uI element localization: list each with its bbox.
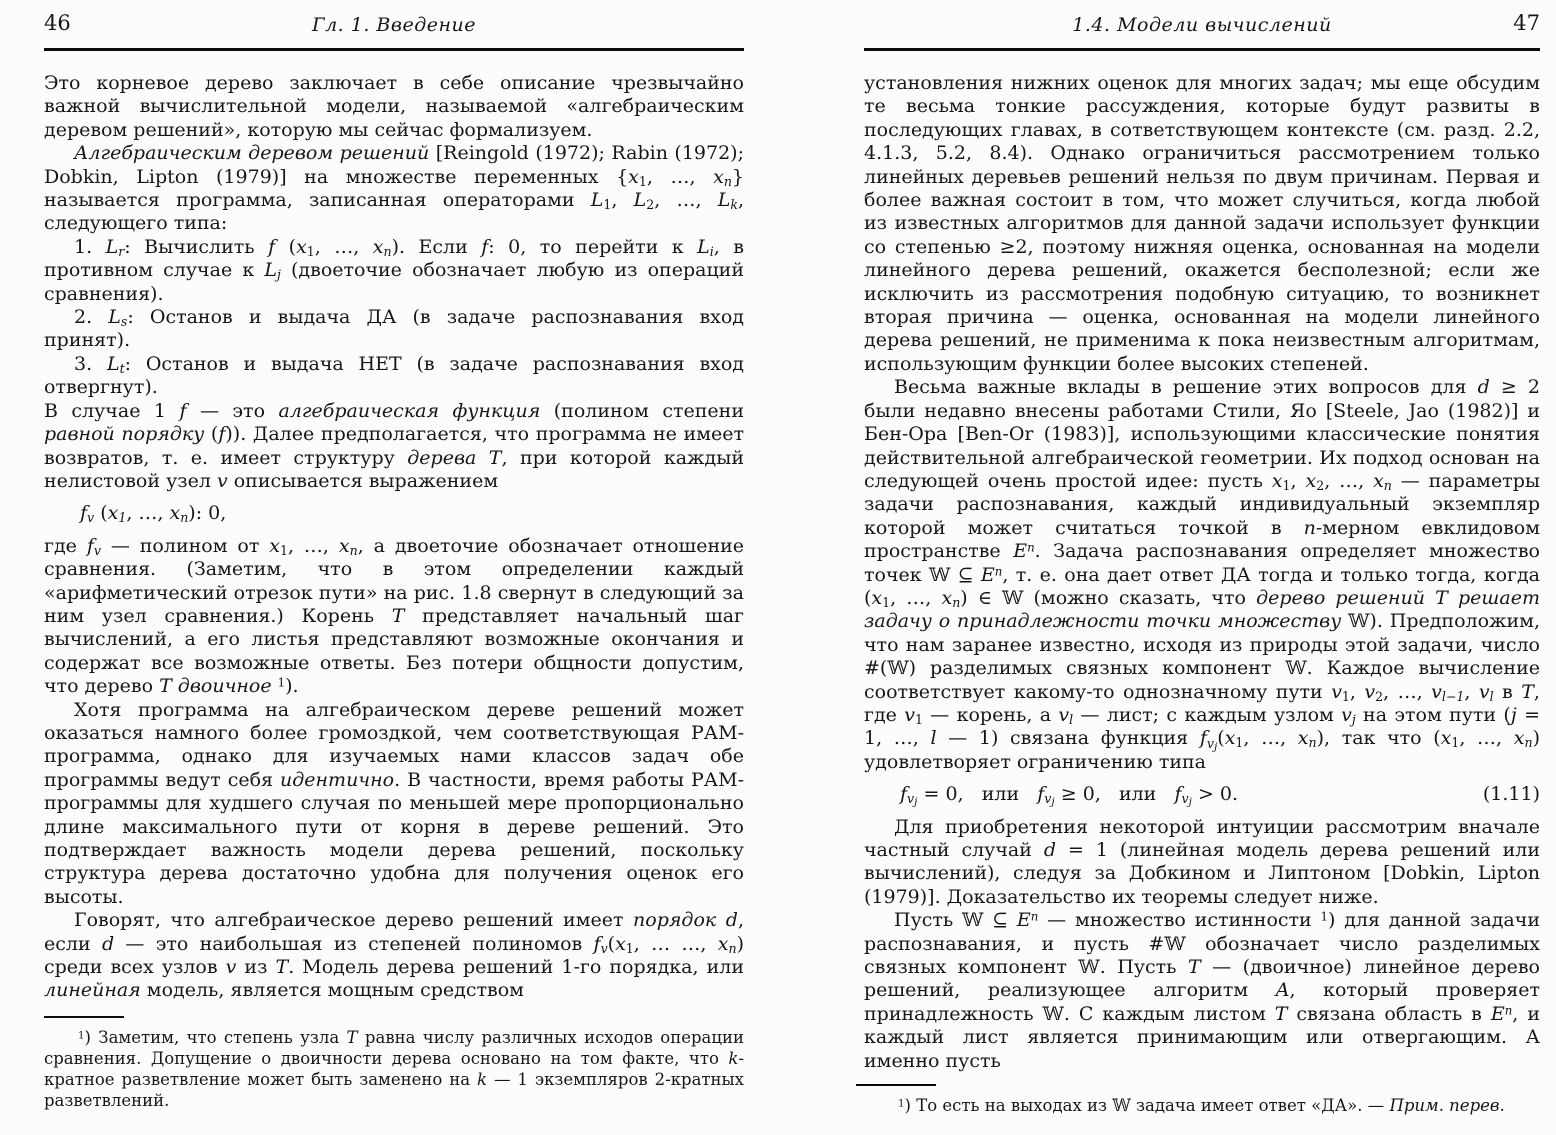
chapter-running-title: Гл. 1. Введение <box>312 14 476 36</box>
footnote-rule <box>44 1016 124 1018</box>
page-number: 46 <box>44 11 71 35</box>
page-body-right <box>864 72 1540 1073</box>
header-rule <box>44 48 744 51</box>
footnote: $^1$) То есть на выходах из 𝕎 задача имеет ответ «ДА». — Прим. перев. <box>898 1096 1505 1116</box>
running-head-right <box>864 11 1540 44</box>
paragraph: Для приобретения некоторой интуиции рассмотрим вначале частный случай d = 1 (линейная модель дерева решений или вычислений), следуя за Добкином и Липтоном [Dobkin, Lipton (1979)]. Доказательство их теоремы следует ниже. <box>864 815 1541 908</box>
paragraph: Это корневое дерево заключает в себе описание чрезвычайно важной вычислительной модели, называемой «алгебраическим деревом решений», которую мы сейчас формализуем. <box>44 72 744 141</box>
display-formula <box>864 783 1540 809</box>
list-item: 3. $L_t$: Останов и выдача НЕТ (в задаче распознавания вход отвергнут). <box>44 352 744 399</box>
paragraph: В случае 1 f — это алгебраическая функция (полином степени равной порядку (f)). Далее предполагается, что программа не имеет возвратов, т. е. имеет структуру дерева T, при которой каждый нелистовой узел v описывается выражением <box>44 399 745 492</box>
equation-number: (1.11) <box>1482 783 1540 806</box>
formula-expression: $f_{v_j} = 0$, или $f_{v_j} \ge 0$, или $f_{v_j} > 0$. <box>900 783 1239 809</box>
book-page-46 <box>44 11 745 1111</box>
formula-expression: $f_v$ ($x_1$, …, $x_n$): 0, <box>80 502 227 526</box>
page-number: 47 <box>1513 11 1540 35</box>
paragraph: Хотя программа на алгебраическом дереве решений может оказаться намного более громоздкой, чем соответствующая РАМ-программа, однако для изучаемых нами классов задач обе программы ведут себя идентично. В частности, время работы РАМ-программы для худшего случая по меньшей мере пропорционально длине максимального пути от корня в дереве решений. Это подтверждает важность модели дерева решений, поскольку структура дерева достаточно удобна для получения оценок его высоты. <box>44 698 744 908</box>
running-head-left <box>44 11 744 44</box>
paragraph: где $f_v$ — полином от $x_1$, …, $x_n$, а двоеточие обозначает отношение сравнения. (Заметим, что в этом определении каждый «арифметический отрезок пути» на рис. 1.8 свернут в следующий за ним узел сравнения.) Корень T представляет начальный шаг вычислений, а его листья представляют возможные окончания и содержат все возможные ответы. Без потери общности допустим, что дерево T двоичное $^1$). <box>44 534 745 698</box>
display-formula <box>44 502 744 525</box>
paragraph: Пусть 𝕎 ⊆ $E^n$ — множество истинности $^1$) для данной задачи распознавания, и пусть #𝕎 обозначает число разделимых связных компонент 𝕎. Пусть T — (двоичное) линейное дерево решений, реализующее алгоритм A, который проверяет принадлежность 𝕎. С каждым листом T связана область в $E^n$, и каждый лист является принимающим или отвергающим. А именно пусть <box>864 909 1540 1072</box>
paragraph: Весьма важные вклады в решение этих вопросов для d ≥ 2 были недавно внесены работами Стили, Яо [Steele, Jao (1982)] и Бен-Ора [Ben-Or (1983)], использующими классические понятия действительной алгебраической геометрии. Их подход основан на следующей очень простой идее: пусть $x_1$, $x_2$, …, $x_n$ — параметры задачи распознавания, каждый индивидуальный экземпляр которой может считаться точкой в n-мерном евклидовом пространстве $E^n$. Задача распознавания определяет множество точек 𝕎 ⊆ $E^n$, т. е. она дает ответ ДА тогда и только тогда, когда ($x_1$, …, $x_n$) ∈ 𝕎 (можно сказать, что дерево решений T решает задачу о принадлежности точки множеству 𝕎). Предположим, что нам заранее известно, исходя из природы этой задачи, число #(𝕎) разделимых связных компонент 𝕎. Каждое вычисление соответствует какому-то однозначному пути $v_1$, $v_2$, …, $v_{l-1}$, $v_l$ в T, где $v_1$ — корень, а $v_l$ — лист; с каждым узлом $v_j$ на этом пути (j = 1, …, l — 1) связана функция $f_{v_j}(x_1$, …, $x_n$), так что ($x_1$, …, $x_n$) удовлетворяет ограничению типа <box>864 376 1541 773</box>
header-rule <box>864 48 1540 51</box>
list-item: 1. $L_r$: Вычислить f ($x_1$, …, $x_n$). Если f: 0, то перейти к $L_i$, в противном случае к $L_j$ (двоеточие обозначает любую из операций сравнения). <box>44 235 744 305</box>
list-item: 2. $L_s$: Останов и выдача ДА (в задаче распознавания вход принят). <box>44 306 744 352</box>
footnote-rule <box>856 1084 936 1086</box>
paragraph: Говорят, что алгебраическое дерево решений имеет порядок d, если d — это наибольшая из степеней полиномов $f_v(x_1$, … …, $x_n$) среди всех узлов v из T. Модель дерева решений 1-го порядка, или линейная модель, является мощным средством <box>44 909 745 1002</box>
footnote: $^1$) Заметим, что степень узла T равна числу различных исходов операции сравнения. Допущение о двоичности дерева основано на том факте, что k-кратное разветвление может быть заменено на k — 1 экземпляров 2-кратных разветвлений. <box>44 1027 744 1110</box>
paragraph: Алгебраическим деревом решений [Reingold (1972); Rabin (1972); Dobkin, Lipton (1979)] на множестве переменных {$x_1$, …, $x_n$} называется программа, записанная операторами $L_1$, $L_2$, …, $L_k$, следующего типа: <box>44 142 745 235</box>
page-body-left <box>44 72 744 1003</box>
book-page-47 <box>864 11 1541 1116</box>
paragraph: установления нижних оценок для многих задач; мы еще обсудим те весьма тонкие рассуждения, которые будут развиты в последующих главах, в сответствующем контексте (см. разд. 2.2, 4.1.3, 5.2, 8.4). Однако ограничиться рассмотрением только линейных деревьев решений нельзя по двум причинам. Первая и более важная состоит в том, что может случиться, когда любой из известных алгоритмов для данной задачи использует функции со степенью ≥2, поэтому нижняя оценка, основанная на модели линейного дерева решений, окажется бесполезной; если же исключить из рассмотрения подобную ситуацию, то возникнет вторая причина — оценка, основанная на модели линейного дерева решений, не применима к пока неизвестным алгоритмам, использующим функции более высоких степеней. <box>864 72 1540 375</box>
section-running-title: 1.4. Модели вычислений <box>1072 14 1332 36</box>
